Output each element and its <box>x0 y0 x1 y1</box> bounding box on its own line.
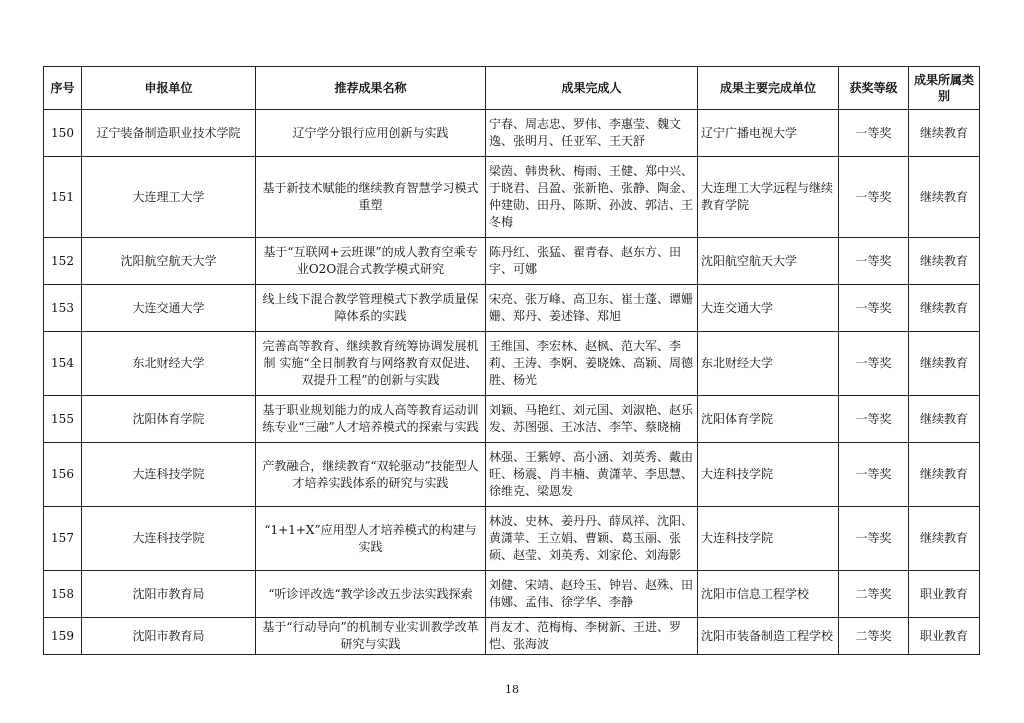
header-no: 序号 <box>44 67 82 110</box>
table-row <box>44 571 980 618</box>
cell-title: 线上线下混合教学管理模式下教学质量保障体系的实践 <box>256 285 486 332</box>
cell-title: 辽宁学分银行应用创新与实践 <box>256 110 486 157</box>
table-header-row <box>44 67 980 110</box>
table-row <box>44 443 980 507</box>
table-row <box>44 396 980 443</box>
cell-title: “1+1+X”应用型人才培养模式的构建与实践 <box>256 507 486 571</box>
cell-no: 157 <box>44 507 82 571</box>
cell-category: 继续教育 <box>909 443 980 507</box>
cell-no: 153 <box>44 285 82 332</box>
cell-title: 产教融合，继续教育“双轮驱动”技能型人才培养实践体系的研究与实践 <box>256 443 486 507</box>
cell-unit: 沈阳航空航天大学 <box>82 238 256 285</box>
cell-no: 159 <box>44 618 82 655</box>
cell-category: 继续教育 <box>909 110 980 157</box>
cell-main-unit: 大连交通大学 <box>698 285 839 332</box>
cell-title: 基于职业规划能力的成人高等教育运动训练专业“三融”人才培养模式的探索与实践 <box>256 396 486 443</box>
cell-category: 继续教育 <box>909 396 980 443</box>
cell-level: 二等奖 <box>839 571 909 618</box>
cell-people: 肖友才、范梅梅、李树新、王进、罗恺、张海波 <box>486 618 698 655</box>
cell-title: “听诊评改选“教学诊改五步法实践探索 <box>256 571 486 618</box>
table-row <box>44 332 980 396</box>
cell-title: 基于“互联网+云班课”的成人教育空乘专业O2O混合式教学模式研究 <box>256 238 486 285</box>
cell-people: 梁茵、韩贵秋、梅雨、王健、郑中兴、于晓君、吕盈、张新艳、张静、陶金、仲建勋、田丹、陈斯、孙波、郭洁、王冬梅 <box>486 157 698 238</box>
cell-category: 继续教育 <box>909 507 980 571</box>
header-people: 成果完成人 <box>486 67 698 110</box>
cell-unit: 沈阳市教育局 <box>82 571 256 618</box>
cell-title: 基于“行动导向”的机制专业实训教学改革 研究与实践 <box>256 618 486 655</box>
table-row <box>44 238 980 285</box>
cell-people: 王维国、李宏林、赵枫、范大军、李莉、王涛、李婀、姜晓姝、高颖、周德胜、杨光 <box>486 332 698 396</box>
awards-table <box>43 66 980 655</box>
cell-people: 陈丹红、张猛、翟青春、赵东方、田宇、可娜 <box>486 238 698 285</box>
cell-people: 林波、史林、姜丹丹、薛凤祥、沈阳、黄潇苹、王立娟、曹颖、葛玉丽、张硕、赵莹、刘英秀、刘家伦、刘海影 <box>486 507 698 571</box>
cell-category: 职业教育 <box>909 618 980 655</box>
table-row <box>44 157 980 238</box>
cell-unit: 大连科技学院 <box>82 507 256 571</box>
cell-unit: 大连理工大学 <box>82 157 256 238</box>
header-title: 推荐成果名称 <box>256 67 486 110</box>
cell-people: 宁春、周志忠、罗伟、李惠莹、魏文逸、张明月、任亚军、王天舒 <box>486 110 698 157</box>
cell-no: 158 <box>44 571 82 618</box>
cell-main-unit: 大连理工大学远程与继续教育学院 <box>698 157 839 238</box>
cell-people: 宋亮、张万峰、高卫东、崔士蓬、谭姗姗、郑丹、姜述锋、郑旭 <box>486 285 698 332</box>
cell-main-unit: 沈阳体育学院 <box>698 396 839 443</box>
cell-category: 继续教育 <box>909 332 980 396</box>
table-row <box>44 507 980 571</box>
cell-no: 150 <box>44 110 82 157</box>
cell-no: 156 <box>44 443 82 507</box>
cell-category: 职业教育 <box>909 571 980 618</box>
cell-main-unit: 大连科技学院 <box>698 443 839 507</box>
cell-level: 一等奖 <box>839 507 909 571</box>
cell-main-unit: 辽宁广播电视大学 <box>698 110 839 157</box>
cell-main-unit: 沈阳市信息工程学校 <box>698 571 839 618</box>
cell-category: 继续教育 <box>909 285 980 332</box>
cell-unit: 东北财经大学 <box>82 332 256 396</box>
cell-no: 155 <box>44 396 82 443</box>
cell-level: 一等奖 <box>839 396 909 443</box>
cell-main-unit: 沈阳市装备制造工程学校 <box>698 618 839 655</box>
cell-level: 二等奖 <box>839 618 909 655</box>
cell-people: 刘健、宋靖、赵玲玉、钟岩、赵殊、田伟娜、孟伟、徐学华、李静 <box>486 571 698 618</box>
cell-main-unit: 沈阳航空航天大学 <box>698 238 839 285</box>
cell-title: 基于新技术赋能的继续教育智慧学习模式重塑 <box>256 157 486 238</box>
cell-unit: 大连交通大学 <box>82 285 256 332</box>
cell-level: 一等奖 <box>839 157 909 238</box>
cell-unit: 大连科技学院 <box>82 443 256 507</box>
cell-no: 152 <box>44 238 82 285</box>
cell-no: 154 <box>44 332 82 396</box>
cell-unit: 沈阳市教育局 <box>82 618 256 655</box>
cell-main-unit: 大连科技学院 <box>698 507 839 571</box>
header-level: 获奖等级 <box>839 67 909 110</box>
cell-level: 一等奖 <box>839 238 909 285</box>
cell-level: 一等奖 <box>839 332 909 396</box>
cell-title: 完善高等教育、继续教育统筹协调发展机制 实施“全日制教育与网络教育双促进、双提升工程”的创新与实践 <box>256 332 486 396</box>
cell-level: 一等奖 <box>839 443 909 507</box>
cell-category: 继续教育 <box>909 238 980 285</box>
cell-people: 刘颖、马艳红、刘元国、刘淑艳、赵乐发、苏图强、王冰洁、李竿、蔡晓楠 <box>486 396 698 443</box>
cell-people: 林强、王紫婷、高小涵、刘英秀、戴由旺、杨震、肖丰楠、黄潇苹、李思慧、徐维克、梁恩发 <box>486 443 698 507</box>
table-row <box>44 618 980 655</box>
cell-no: 151 <box>44 157 82 238</box>
cell-main-unit: 东北财经大学 <box>698 332 839 396</box>
cell-level: 一等奖 <box>839 110 909 157</box>
header-category: 成果所属类别 <box>909 67 980 110</box>
header-unit: 申报单位 <box>82 67 256 110</box>
page-number: 18 <box>505 683 519 696</box>
table-row <box>44 110 980 157</box>
cell-unit: 沈阳体育学院 <box>82 396 256 443</box>
cell-unit: 辽宁装备制造职业技术学院 <box>82 110 256 157</box>
cell-level: 一等奖 <box>839 285 909 332</box>
table-row <box>44 285 980 332</box>
header-main-unit: 成果主要完成单位 <box>698 67 839 110</box>
cell-category: 继续教育 <box>909 157 980 238</box>
